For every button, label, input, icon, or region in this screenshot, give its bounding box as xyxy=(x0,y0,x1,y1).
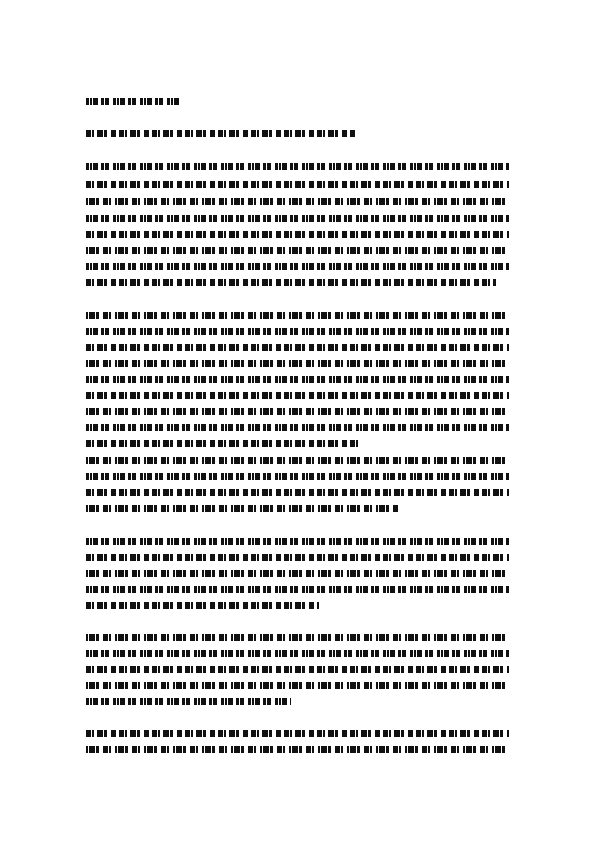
text-line xyxy=(86,728,509,739)
text-line xyxy=(86,744,509,755)
